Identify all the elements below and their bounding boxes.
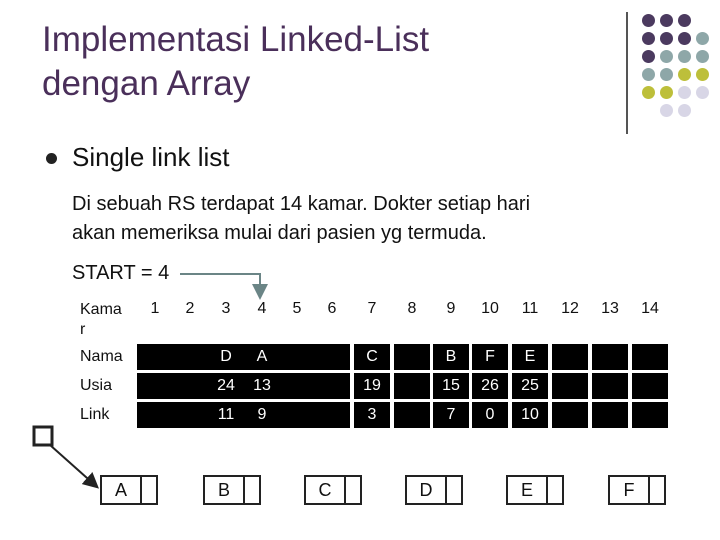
node-b <box>203 475 261 505</box>
column-number: 11 <box>521 300 539 317</box>
column-number: 14 <box>641 300 659 317</box>
cell-usia: 13 <box>244 373 280 399</box>
dot <box>642 50 655 63</box>
dot <box>660 14 673 27</box>
dot <box>696 86 709 99</box>
column-number: 12 <box>561 300 579 317</box>
node-value: C <box>318 479 332 500</box>
dot <box>678 68 691 81</box>
column-number: 6 <box>327 300 337 317</box>
cell-usia <box>592 373 628 399</box>
column-number: 13 <box>601 300 619 317</box>
cell-nama <box>394 344 430 370</box>
dot <box>660 86 673 99</box>
column-number: 8 <box>407 300 417 317</box>
row-label-nama: Nama <box>80 348 123 365</box>
title-line-2: dengan Array <box>42 64 251 103</box>
dot <box>696 50 709 63</box>
dot <box>642 86 655 99</box>
cell-nama <box>279 344 315 370</box>
problem-description <box>72 190 672 248</box>
cell-nama: F <box>472 344 508 370</box>
cell-link <box>137 402 173 428</box>
cell-nama: E <box>512 344 548 370</box>
head-pointer-box <box>34 427 52 445</box>
slide-title <box>42 18 602 106</box>
node-pointer <box>140 477 156 503</box>
node-pointer <box>243 477 259 503</box>
node-value: F <box>623 479 635 500</box>
cell-nama <box>552 344 588 370</box>
cell-link: 9 <box>244 402 280 428</box>
cell-link: 3 <box>354 402 390 428</box>
cell-link: 0 <box>472 402 508 428</box>
cell-usia: 15 <box>433 373 469 399</box>
column-number: 3 <box>221 300 231 317</box>
dot <box>642 68 655 81</box>
node-pointer <box>648 477 664 503</box>
cell-link: 11 <box>208 402 244 428</box>
start-arrow <box>180 274 260 296</box>
node-f <box>608 475 666 505</box>
head-arrow <box>50 445 96 486</box>
cell-nama <box>137 344 173 370</box>
cell-nama <box>172 344 208 370</box>
node-pointer <box>546 477 562 503</box>
cell-link <box>394 402 430 428</box>
kamar-label-line-1: Kama <box>80 301 122 318</box>
cell-nama: A <box>244 344 280 370</box>
cell-nama: C <box>354 344 390 370</box>
cell-usia <box>279 373 315 399</box>
node-a <box>100 475 158 505</box>
dot <box>696 68 709 81</box>
cell-usia <box>394 373 430 399</box>
start-pointer-label: START = 4 <box>72 262 170 284</box>
row-label-usia: Usia <box>80 377 113 394</box>
column-number: 5 <box>292 300 302 317</box>
cell-nama <box>632 344 668 370</box>
cell-link: 7 <box>433 402 469 428</box>
node-value: A <box>114 479 127 500</box>
cell-usia <box>632 373 668 399</box>
cell-nama: B <box>433 344 469 370</box>
node-c <box>304 475 362 505</box>
column-number: 4 <box>257 300 267 317</box>
para-line-2: akan memeriksa mulai dari pasien yg termuda. <box>72 222 487 244</box>
cell-nama: D <box>208 344 244 370</box>
dot <box>678 32 691 45</box>
dot <box>660 68 673 81</box>
cell-link <box>279 402 315 428</box>
column-number: 1 <box>150 300 160 317</box>
node-pointer <box>445 477 461 503</box>
cell-usia: 19 <box>354 373 390 399</box>
node-value: B <box>217 479 230 500</box>
para-line-1: Di sebuah RS terdapat 14 kamar. Dokter setiap hari <box>72 193 531 215</box>
row-label-kamar <box>80 300 122 340</box>
column-number: 10 <box>481 300 499 317</box>
bullet-text: Single link list <box>72 142 230 172</box>
dot <box>642 32 655 45</box>
title-line-1: Implementasi Linked-List <box>42 20 430 59</box>
kamar-label-line-2: r <box>80 321 86 338</box>
cell-link: 10 <box>512 402 548 428</box>
node-d <box>405 475 463 505</box>
dot <box>696 32 709 45</box>
column-number: 9 <box>446 300 456 317</box>
dot <box>678 86 691 99</box>
cell-link <box>592 402 628 428</box>
node-value: E <box>520 479 533 500</box>
dot <box>678 50 691 63</box>
cell-usia <box>552 373 588 399</box>
cell-link <box>314 402 350 428</box>
dot <box>660 104 673 117</box>
cell-link <box>552 402 588 428</box>
dot <box>660 32 673 45</box>
dot <box>678 104 691 117</box>
node-e <box>506 475 564 505</box>
cell-usia: 26 <box>472 373 508 399</box>
dot <box>678 14 691 27</box>
cell-link <box>632 402 668 428</box>
column-number: 2 <box>185 300 195 317</box>
cell-usia: 24 <box>208 373 244 399</box>
dot <box>642 14 655 27</box>
node-value: D <box>419 479 433 500</box>
node-pointer <box>344 477 360 503</box>
decorative-dot-grid <box>638 14 718 120</box>
cell-usia <box>137 373 173 399</box>
bullet-dot <box>46 153 57 164</box>
cell-nama <box>314 344 350 370</box>
column-number: 7 <box>367 300 377 317</box>
cell-nama <box>592 344 628 370</box>
cell-usia: 25 <box>512 373 548 399</box>
row-label-link: Link <box>80 406 110 423</box>
cell-usia <box>314 373 350 399</box>
cell-link <box>172 402 208 428</box>
cell-usia <box>172 373 208 399</box>
dot <box>660 50 673 63</box>
divider-line <box>626 12 628 134</box>
